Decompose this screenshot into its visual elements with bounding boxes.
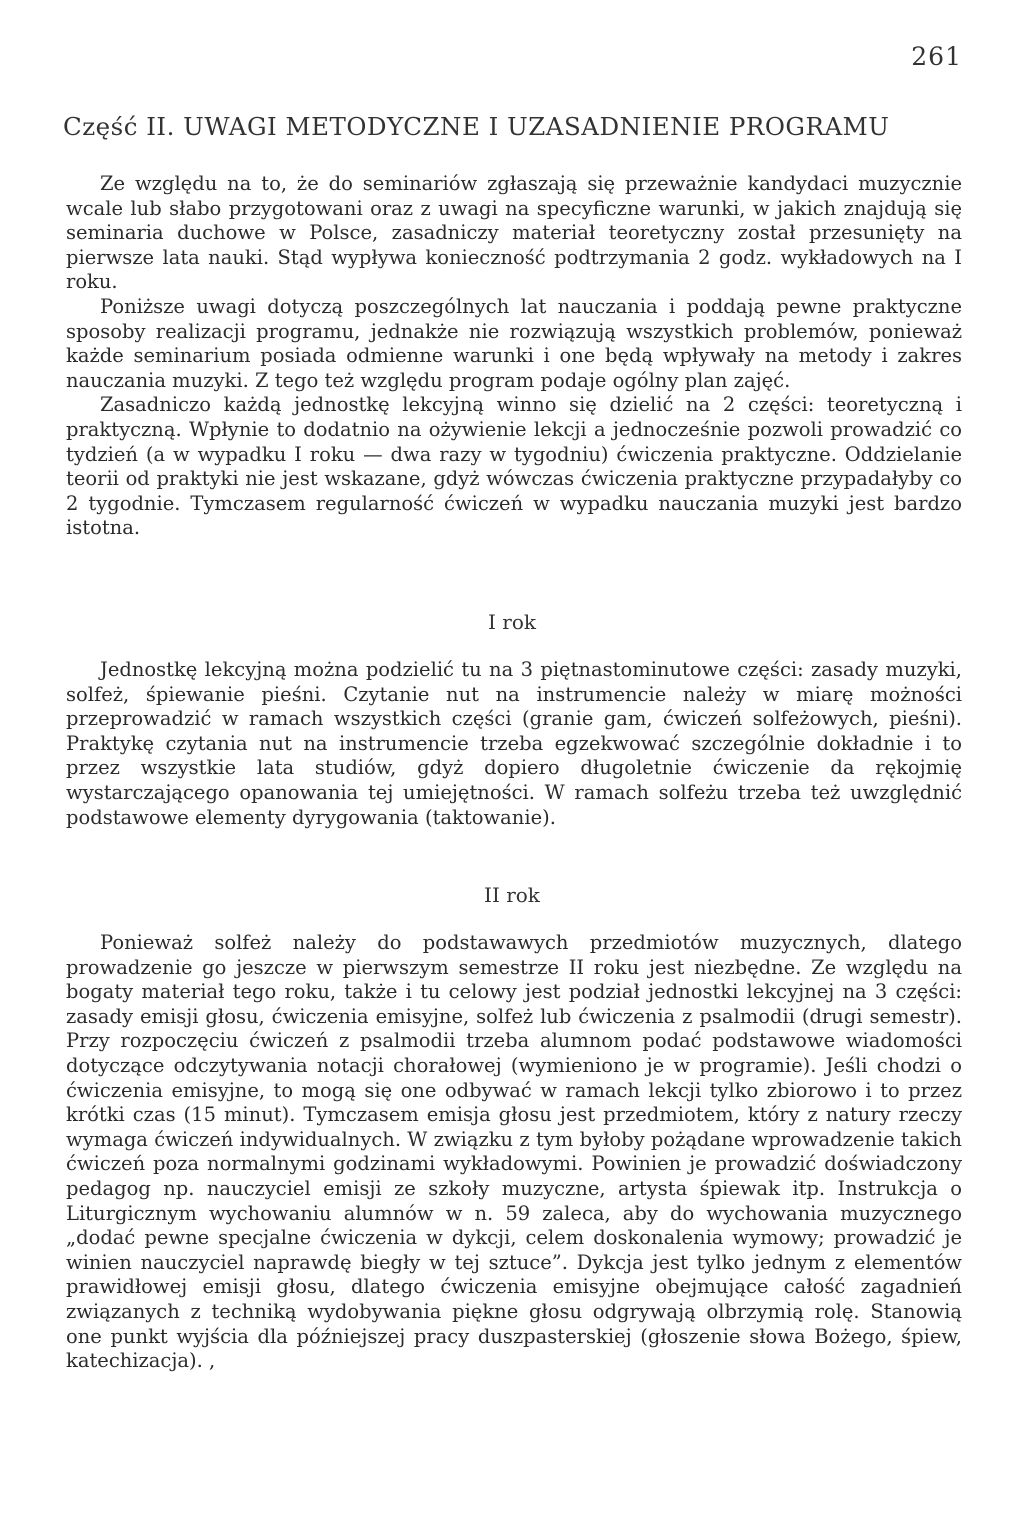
year-1-heading: I rok (488, 610, 536, 634)
year-2-section (66, 931, 962, 1374)
page-number: 261 (911, 42, 962, 71)
year-1-section (66, 658, 962, 830)
intro-paragraph-1: Ze względu na to, że do seminariów zgłaszają się przeważnie kandydaci muzycznie wcale lub słabo przygotowani oraz z uwagi na specyficzne warunki, w jakich znajdują się seminaria duchowe w Polsce, zasadniczy materiał teoretyczny został przesunięty na pierwsze lata nauki. Stąd wypływa konieczność podtrzymania 2 godz. wykładowych na I roku. (66, 172, 962, 294)
year-2-paragraph-1: Ponieważ solfeż należy do podstawawych przedmiotów muzycznych, dlatego prowadzenie go jeszcze w pierwszym semestrze II roku jest niezbędne. Ze względu na bogaty materiał tego roku, także i tu celowy jest podział jednostki lekcyjnej na 3 części: zasady emisji głosu, ćwiczenia emisyjne, solfeż lub ćwiczenia z psalmodii (drugi semestr). Przy rozpoczęciu ćwiczeń z psalmodii trzeba alumnom podać podstawowe wiadomości dotyczące odczytywania notacji chorałowej (wymieniono je w programie). Jeśli chodzi o ćwiczenia emisyjne, to mogą się one odbywać w ramach lekcji tylko zbiorowo i to przez krótki czas (15 minut). Tymczasem emisja głosu jest przedmiotem, który z natury rzeczy wymaga ćwiczeń indywidualnych. W związku z tym byłoby pożądane wprowadzenie takich ćwiczeń poza normalnymi godzinami wykładowymi. Powinien je prowadzić doświadczony pedagog np. nauczyciel emisji ze szkoły muzyczne, artysta śpiewak itp. Instrukcja o Liturgicznym wychowaniu alumnów w n. 59 zaleca, aby do wychowania muzycznego „dodać pewne specjalne ćwiczenia w dykcji, celem doskonalenia wymowy; prowadzić je winien nauczyciel naprawdę biegły w tej sztuce”. Dykcja jest tylko jednym z elementów prawidłowej emisji głosu, dlatego ćwiczenia emisyjne obejmujące całość zagadnień związanych z techniką wydobywania piękne głosu odgrywają olbrzymią rolę. Stanowią one punkt wyjścia dla późniejszej pracy duszpasterskiej (głoszenie słowa Bożego, śpiew, katechizacja). , (66, 931, 962, 1373)
intro-section (66, 172, 962, 541)
intro-paragraph-3: Zasadniczo każdą jednostkę lekcyjną winno się dzielić na 2 części: teoretyczną i praktyczną. Wpłynie to dodatnio na ożywienie lekcji a jednocześnie pozwoli prowadzić co tydzień (a w wypadku I roku — dwa razy w tygodniu) ćwiczenia praktyczne. Oddzielanie teorii od praktyki nie jest wskazane, gdyż wówczas ćwiczenia praktyczne przypadałyby co 2 tygodnie. Tymczasem regularność ćwiczeń w wypadku nauczania muzyki jest bardzo istotna. (66, 393, 962, 540)
part-heading: Część II. UWAGI METODYCZNE I UZASADNIENIE PROGRAMU (63, 112, 890, 141)
year-1-paragraph-1: Jednostkę lekcyjną można podzielić tu na 3 piętnastominutowe części: zasady muzyki, solfeż, śpiewanie pieśni. Czytanie nut na instrumencie należy w miarę możności przeprowadzić w ramach wszystkich części (granie gam, ćwiczeń solfeżowych, pieśni). Praktykę czytania nut na instrumencie trzeba egzekwować szczególnie dokładnie i to przez wszystkie lata studiów, gdyż dopiero długoletnie ćwiczenie da rękojmię wystarczającego opanowania tej umiejętności. W ramach solfeżu trzeba też uwzględnić podstawowe elementy dyrygowania (taktowanie). (66, 658, 962, 829)
intro-paragraph-2: Poniższe uwagi dotyczą poszczególnych lat nauczania i poddają pewne praktyczne sposoby realizacji programu, jednakże nie rozwiązują wszystkich problemów, ponieważ każde seminarium posiada odmienne warunki i one będą wpływały na metody i zakres nauczania muzyki. Z tego też względu program podaje ogólny plan zajęć. (66, 294, 962, 392)
year-2-heading: II rok (484, 883, 540, 907)
